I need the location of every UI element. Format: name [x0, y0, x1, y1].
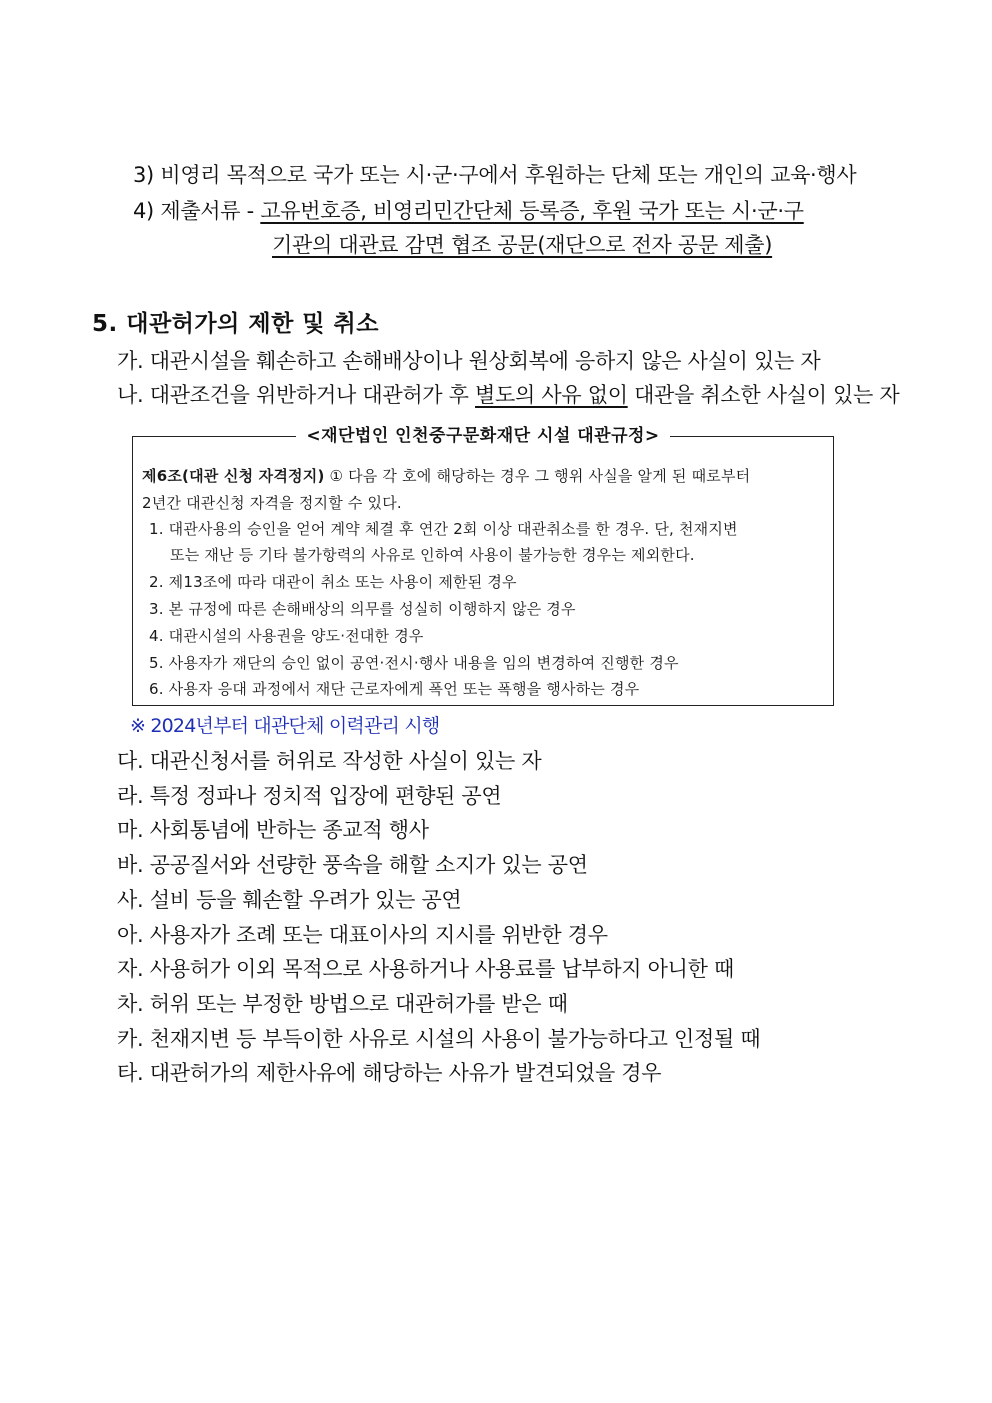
article-line-1 [142, 465, 750, 487]
item-3-text: 3) 비영리 목적으로 국가 또는 시·군·구에서 후원하는 단체 또는 개인의 교육·행사 [133, 163, 857, 187]
section-5-item-na [117, 380, 899, 410]
history-management-note: ※ 2024년부터 대관단체 이력관리 시행 [130, 715, 440, 737]
item-4-documents-part-2: 기관의 대관료 감면 협조 공문(재단으로 전자 공문 제출) [272, 233, 773, 257]
article-title: 제6조(대관 신청 자격정지) [142, 467, 325, 485]
regulation-item-4: 4. 대관시설의 사용권을 양도·전대한 경우 [149, 627, 424, 645]
item-4-documents-part-1: 고유번호증, 비영리민간단체 등록증, 후원 국가 또는 시·군·구 [260, 199, 804, 223]
section-5-item-ga: 가. 대관시설을 훼손하고 손해배상이나 원상회복에 응하지 않은 사실이 있는 자 [117, 349, 821, 373]
item-na-after: 대관을 취소한 사실이 있는 자 [627, 383, 900, 407]
regulation-item-2: 2. 제13조에 따라 대관이 취소 또는 사용이 제한된 경우 [149, 573, 517, 591]
regulation-item-6: 6. 사용자 응대 과정에서 재단 근로자에게 폭언 또는 폭행을 행사하는 경우 [149, 680, 640, 698]
section-5-item-ma: 마. 사회통념에 반하는 종교적 행사 [117, 818, 429, 842]
regulation-item-5: 5. 사용자가 재단의 승인 없이 공연·전시·행사 내용을 임의 변경하여 진행한 경우 [149, 654, 679, 672]
section-5-item-sa: 사. 설비 등을 훼손할 우려가 있는 공연 [117, 888, 462, 912]
item-4-line-1 [133, 196, 804, 226]
regulation-box-title-wrap [133, 424, 833, 448]
section-5-item-ra: 라. 특정 정파나 정치적 입장에 편향된 공연 [117, 784, 502, 808]
regulation-box [132, 426, 834, 706]
section-5-heading: 5. 대관허가의 제한 및 취소 [92, 311, 379, 337]
regulation-item-1: 1. 대관사용의 승인을 얻어 계약 체결 후 연간 2회 이상 대관취소를 한 경우. 단, 천재지변 [149, 520, 738, 538]
article-text-1: ① 다음 각 호에 해당하는 경우 그 행위 사실을 알게 된 때로부터 [324, 467, 751, 485]
item-na-underlined: 별도의 사유 없이 [475, 383, 628, 407]
section-5-item-ta: 타. 대관허가의 제한사유에 해당하는 사유가 발견되었을 경우 [117, 1061, 662, 1085]
section-5-item-cha: 차. 허위 또는 부정한 방법으로 대관허가를 받은 때 [117, 992, 568, 1016]
section-5-item-da: 다. 대관신청서를 허위로 작성한 사실이 있는 자 [117, 749, 542, 773]
item-na-before: 나. 대관조건을 위반하거나 대관허가 후 [117, 383, 476, 407]
regulation-item-3: 3. 본 규정에 따른 손해배상의 의무를 성실히 이행하지 않은 경우 [149, 600, 576, 618]
section-5-item-ja: 자. 사용허가 이외 목적으로 사용하거나 사용료를 납부하지 아니한 때 [117, 957, 734, 981]
regulation-item-1-cont: 또는 재난 등 기타 불가항력의 사유로 인하여 사용이 불가능한 경우는 제외한다. [170, 546, 695, 564]
section-5-item-a: 아. 사용자가 조례 또는 대표이사의 지시를 위반한 경우 [117, 923, 608, 947]
item-4-label: 4) 제출서류 - [133, 199, 261, 223]
section-5-item-ba: 바. 공공질서와 선량한 풍속을 해할 소지가 있는 공연 [117, 853, 588, 877]
item-4-line-2 [272, 230, 772, 260]
regulation-box-title: <재단법인 인천중구문화재단 시설 대관규정> [296, 426, 669, 446]
section-5-item-ka: 카. 천재지변 등 부득이한 사유로 시설의 사용이 불가능하다고 인정될 때 [117, 1027, 761, 1051]
article-line-2: 2년간 대관신청 자격을 정지할 수 있다. [142, 494, 402, 512]
